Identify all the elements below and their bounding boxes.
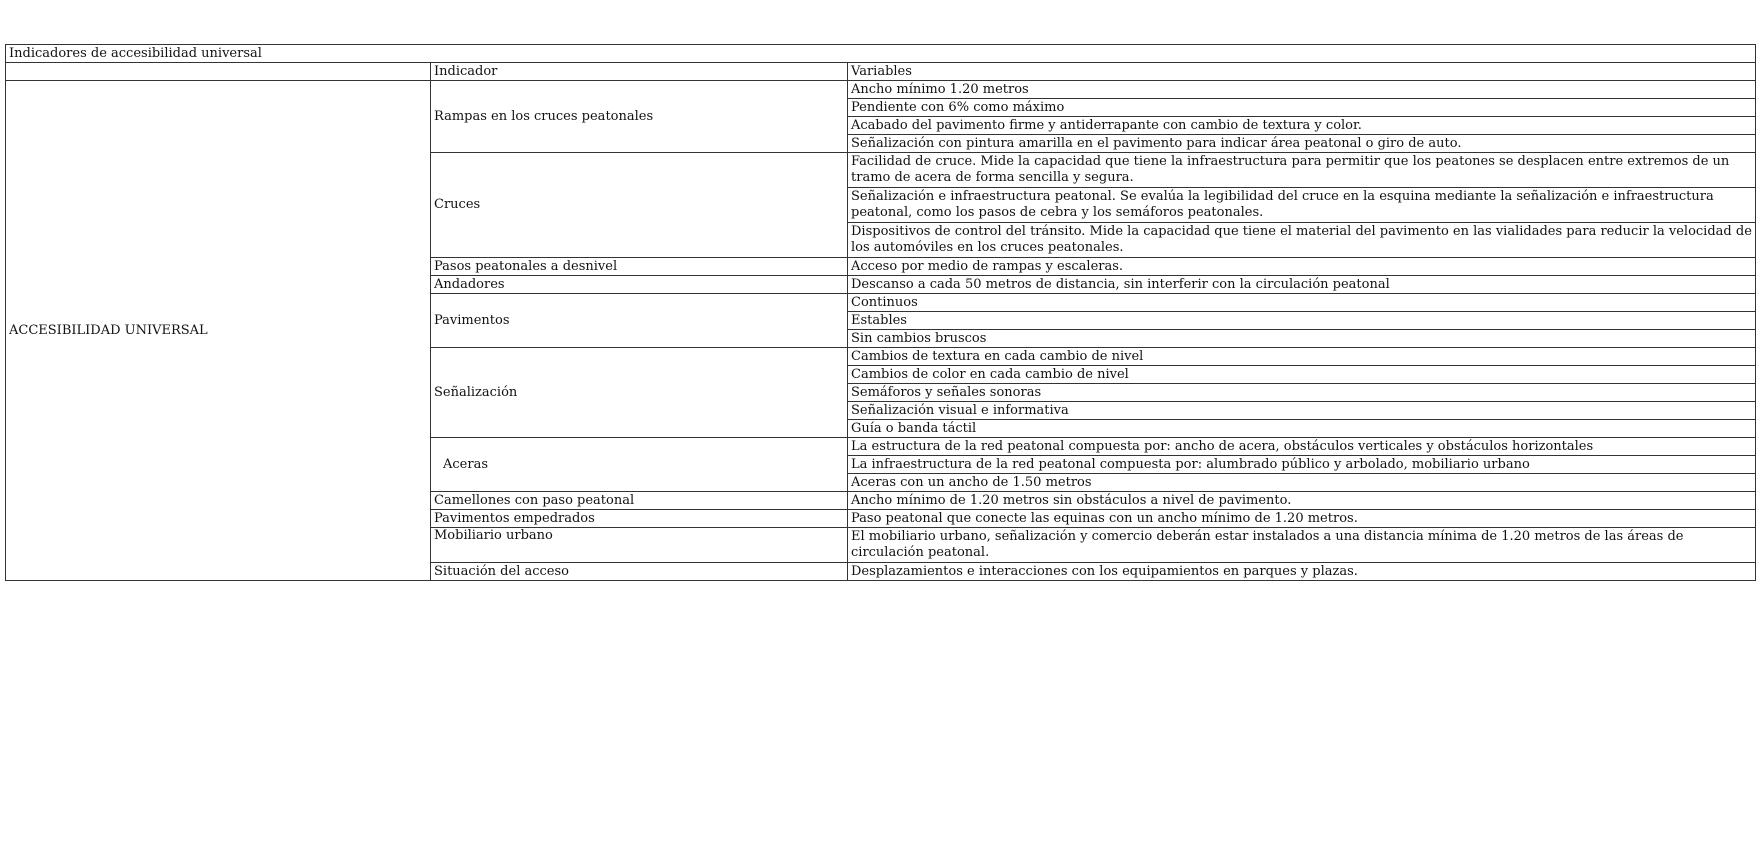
indicator-cell: Andadores	[431, 276, 848, 294]
header-category	[6, 63, 431, 81]
variable-cell: Semáforos y señales sonoras	[848, 384, 1756, 402]
table-title: Indicadores de accesibilidad universal	[6, 45, 1756, 63]
variable-cell: Continuos	[848, 294, 1756, 312]
indicator-cell: Camellones con paso peatonal	[431, 492, 848, 510]
variable-cell: Señalización con pintura amarilla en el pavimento para indicar área peatonal o giro de auto.	[848, 135, 1756, 153]
variable-cell: Facilidad de cruce. Mide la capacidad que tiene la infraestructura para permitir que los peatones se desplacen entre extremos de un tramo de acera de forma sencilla y segura.	[848, 153, 1756, 188]
variable-cell: Cambios de textura en cada cambio de nivel	[848, 348, 1756, 366]
variable-cell: Dispositivos de control del tránsito. Mide la capacidad que tiene el material del pavimento en las vialidades para reducir la velocidad de los automóviles en los cruces peatonales.	[848, 223, 1756, 258]
variable-cell: La estructura de la red peatonal compuesta por: ancho de acera, obstáculos verticales y obstáculos horizontales	[848, 438, 1756, 456]
indicator-cell: Señalización	[431, 348, 848, 438]
variable-cell: Desplazamientos e interacciones con los equipamientos en parques y plazas.	[848, 563, 1756, 581]
variable-cell: Señalización e infraestructura peatonal. Se evalúa la legibilidad del cruce en la esquina mediante la señalización e infraestructura peatonal, como los pasos de cebra y los semáforos peatonales.	[848, 188, 1756, 223]
category-cell: ACCESIBILIDAD UNIVERSAL	[6, 81, 431, 581]
variable-cell: Señalización visual e informativa	[848, 402, 1756, 420]
variable-cell: Guía o banda táctil	[848, 420, 1756, 438]
accessibility-indicators-sheet	[5, 44, 1755, 581]
accessibility-indicators-table	[5, 44, 1756, 581]
table-title-row	[6, 45, 1756, 63]
indicator-cell: Aceras	[431, 438, 848, 492]
indicator-cell: Pasos peatonales a desnivel	[431, 258, 848, 276]
table-row	[6, 81, 1756, 99]
table-header-row	[6, 63, 1756, 81]
variable-cell: Aceras con un ancho de 1.50 metros	[848, 474, 1756, 492]
variable-cell: Paso peatonal que conecte las equinas con un ancho mínimo de 1.20 metros.	[848, 510, 1756, 528]
header-indicator: Indicador	[431, 63, 848, 81]
variable-cell: Pendiente con 6% como máximo	[848, 99, 1756, 117]
variable-cell: Ancho mínimo de 1.20 metros sin obstáculos a nivel de pavimento.	[848, 492, 1756, 510]
variable-cell: Descanso a cada 50 metros de distancia, sin interferir con la circulación peatonal	[848, 276, 1756, 294]
indicator-cell: Pavimentos empedrados	[431, 510, 848, 528]
variable-cell: Acabado del pavimento firme y antiderrapante con cambio de textura y color.	[848, 117, 1756, 135]
indicator-cell: Mobiliario urbano	[431, 528, 848, 563]
variable-cell: El mobiliario urbano, señalización y comercio deberán estar instalados a una distancia mínima de 1.20 metros de las áreas de circulación peatonal.	[848, 528, 1756, 563]
variable-cell: La infraestructura de la red peatonal compuesta por: alumbrado público y arbolado, mobiliario urbano	[848, 456, 1756, 474]
variable-cell: Cambios de color en cada cambio de nivel	[848, 366, 1756, 384]
variable-cell: Estables	[848, 312, 1756, 330]
indicator-cell: Pavimentos	[431, 294, 848, 348]
indicator-cell: Rampas en los cruces peatonales	[431, 81, 848, 153]
variable-cell: Ancho mínimo 1.20 metros	[848, 81, 1756, 99]
variable-cell: Acceso por medio de rampas y escaleras.	[848, 258, 1756, 276]
header-variables: Variables	[848, 63, 1756, 81]
variable-cell: Sin cambios bruscos	[848, 330, 1756, 348]
indicator-cell: Cruces	[431, 153, 848, 258]
indicator-cell: Situación del acceso	[431, 563, 848, 581]
